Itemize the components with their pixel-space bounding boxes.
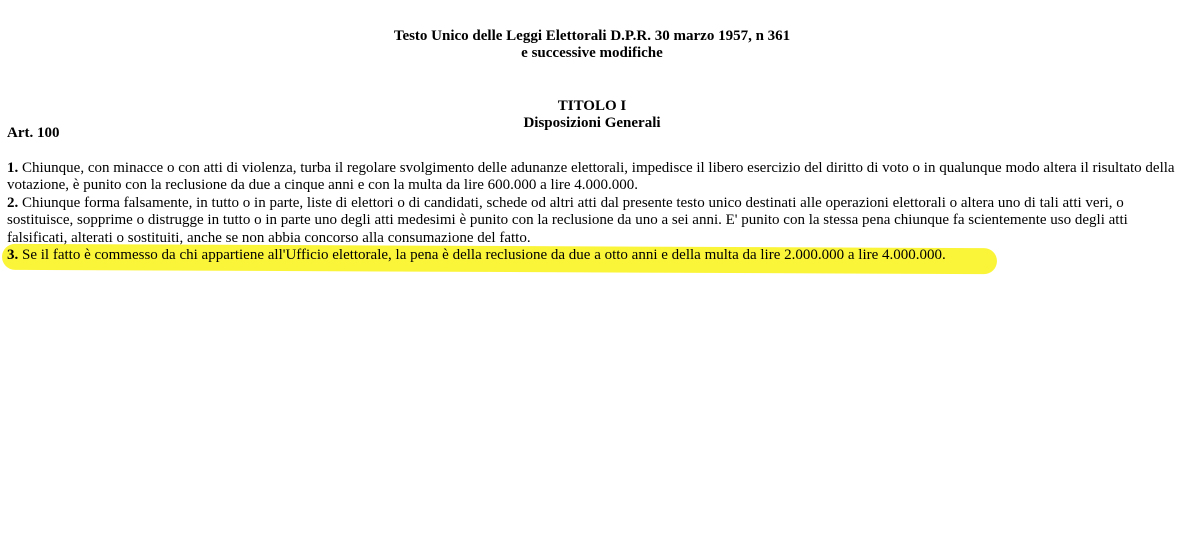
document-title: Testo Unico delle Leggi Elettorali D.P.R. 30 marzo 1957, n 361 xyxy=(393,28,791,44)
paragraph-number: 3. xyxy=(7,246,19,263)
paragraph-number: 1. xyxy=(7,160,19,176)
titolo-label: TITOLO I xyxy=(557,98,627,114)
document-header xyxy=(0,28,1184,62)
article-label: Art. 100 xyxy=(7,125,60,141)
paragraph-line xyxy=(7,160,1200,177)
paragraph-number: 2. xyxy=(7,194,19,211)
section-title: Disposizioni Generali xyxy=(523,115,661,131)
paragraph-line: votazione, è punito con la reclusione da due a cinque anni e con la multa da lire 600.000 a lire 4.000.000. xyxy=(7,177,639,194)
paragraph-2 xyxy=(7,195,1200,247)
paragraph-3 xyxy=(7,247,1200,264)
paragraph-line: falsificati, alterati o sostituiti, anche se non abbia concorso alla consumazione del fatto. xyxy=(7,229,531,246)
paragraph-line xyxy=(7,195,1200,212)
paragraph-text: Se il fatto è commesso da chi appartiene all'Ufficio elettorale, la pena è della reclusione da due a otto anni e della multa da lire 2.000.000 a lire 4.000.000. xyxy=(18,246,946,263)
article-body xyxy=(7,160,1200,264)
paragraph-text: Chiunque, con minacce o con atti di violenza, turba il regolare svolgimento delle adunanze elettorali, impedisce il libero esercizio del diritto di voto o in qualunque modo altera il risultato della xyxy=(18,160,1175,176)
paragraph-line: sostituisce, sopprime o distrugge in tutto o in parte uno degli atti medesimi è punito con la reclusione da uno a sei anni. E' punito con la stessa pena chiunque fa scientemente uso degli atti xyxy=(7,212,1128,229)
section-heading xyxy=(0,98,1184,132)
paragraph-line xyxy=(7,247,1200,264)
paragraph-1 xyxy=(7,160,1200,195)
paragraph-text: Chiunque forma falsamente, in tutto o in parte, liste di elettori o di candidati, schede od altri atti dal presente testo unico destinati alle operazioni elettorali o altera uno di tali atti veri, o xyxy=(18,194,1124,211)
document-subtitle: e successive modifiche xyxy=(521,45,663,61)
